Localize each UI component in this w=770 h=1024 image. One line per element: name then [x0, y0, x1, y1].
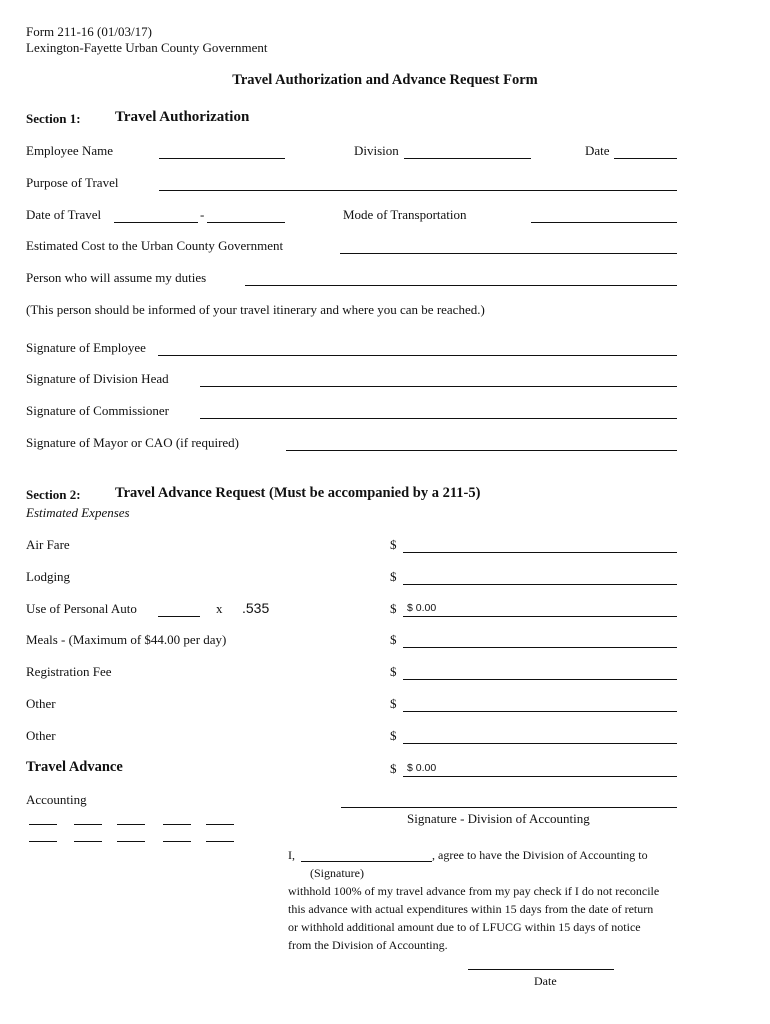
employee-name-field[interactable] — [159, 141, 285, 159]
accounting-code-blank[interactable] — [74, 841, 102, 842]
accounting-code-blank[interactable] — [163, 841, 191, 842]
other-2-currency: $ — [390, 728, 397, 743]
sig-commissioner-label: Signature of Commissioner — [26, 403, 169, 418]
sig-division-head-label: Signature of Division Head — [26, 371, 169, 386]
airfare-currency: $ — [390, 537, 397, 552]
other-2-field[interactable] — [403, 726, 677, 744]
duties-label: Person who will assume my duties — [26, 270, 207, 285]
accounting-code-blank[interactable] — [117, 841, 145, 842]
date-field[interactable] — [614, 141, 677, 159]
other-1-field[interactable] — [403, 694, 677, 712]
date-of-travel-label: Date of Travel — [26, 207, 102, 222]
accounting-code-blank[interactable] — [29, 824, 57, 825]
lodging-currency: $ — [390, 569, 397, 584]
date-label: Date — [585, 143, 610, 158]
sig-commissioner-field[interactable] — [200, 401, 677, 419]
section1-heading: Travel Authorization — [115, 109, 250, 125]
other-2-label: Other — [26, 728, 56, 743]
personal-auto-miles-field[interactable] — [158, 599, 200, 617]
agreement-signature-field[interactable] — [301, 844, 432, 862]
registration-fee-field[interactable] — [403, 662, 677, 680]
agreement-line-1: withhold 100% of my travel advance from my pay check if I do not reconcile — [288, 884, 660, 898]
mode-label: Mode of Transportation — [343, 207, 467, 222]
date-range-dash: - — [200, 207, 205, 222]
accounting-code-blank[interactable] — [163, 824, 191, 825]
agreement-line-3: or withhold additional amount due to of LFUCG within 15 days of notice — [288, 920, 641, 934]
accounting-code-blank[interactable] — [206, 824, 234, 825]
purpose-field[interactable] — [159, 173, 677, 191]
accounting-code-blank[interactable] — [29, 841, 57, 842]
section2-heading: Travel Advance Request (Must be accompanied by a 211-5) — [115, 485, 481, 501]
sig-mayor-label: Signature of Mayor or CAO (if required) — [26, 435, 239, 450]
airfare-field[interactable] — [403, 535, 677, 553]
other-1-currency: $ — [390, 696, 397, 711]
division-label: Division — [354, 143, 399, 158]
sig-accounting-field[interactable] — [341, 790, 677, 808]
agreement-date-field[interactable] — [468, 952, 614, 970]
sig-employee-label: Signature of Employee — [26, 340, 146, 355]
agreement-date-label: Date — [534, 974, 557, 988]
travel-advance-amount-line — [403, 776, 677, 777]
accounting-code-blank[interactable] — [74, 824, 102, 825]
mode-field[interactable] — [531, 205, 677, 223]
accounting-label: Accounting — [26, 792, 87, 807]
meals-field[interactable] — [403, 630, 677, 648]
travel-advance-currency: $ — [390, 761, 397, 776]
registration-fee-currency: $ — [390, 664, 397, 679]
accounting-code-blank[interactable] — [206, 841, 234, 842]
accounting-code-blank[interactable] — [117, 824, 145, 825]
personal-auto-currency: $ — [390, 601, 397, 616]
cost-label: Estimated Cost to the Urban County Government — [26, 238, 284, 253]
personal-auto-amount: $ 0.00 — [407, 602, 437, 614]
duties-field[interactable] — [245, 268, 677, 286]
sig-division-head-field[interactable] — [200, 369, 677, 387]
lodging-field[interactable] — [403, 567, 677, 585]
itinerary-note: (This person should be informed of your travel itinerary and where you can be reached.) — [26, 302, 485, 317]
agreement-line-4: from the Division of Accounting. — [288, 938, 448, 952]
section1-label: Section 1: — [26, 111, 81, 126]
agreement-suffix: , agree to have the Division of Accounting to — [432, 848, 648, 862]
personal-auto-label: Use of Personal Auto — [26, 601, 137, 616]
date-of-travel-start-field[interactable] — [114, 205, 198, 223]
cost-field[interactable] — [340, 236, 677, 254]
estimated-expenses-subheading: Estimated Expenses — [26, 505, 130, 520]
sig-mayor-field[interactable] — [286, 433, 677, 451]
purpose-label: Purpose of Travel — [26, 175, 119, 190]
personal-auto-amount-line — [403, 616, 677, 617]
agreement-line-2: this advance with actual expenditures within 15 days from the date of return — [288, 902, 654, 916]
agreement-prefix: I, — [288, 848, 295, 862]
agreement-signature-caption: (Signature) — [310, 866, 364, 880]
section2-label: Section 2: — [26, 487, 81, 502]
lodging-label: Lodging — [26, 569, 71, 584]
other-1-label: Other — [26, 696, 56, 711]
form-number: Form 211-16 (01/03/17) — [26, 24, 152, 39]
division-field[interactable] — [404, 141, 531, 159]
form-title: Travel Authorization and Advance Request Form — [232, 72, 538, 88]
multiply-sign: x — [216, 601, 223, 616]
employee-name-label: Employee Name — [26, 143, 113, 158]
registration-fee-label: Registration Fee — [26, 664, 112, 679]
mileage-rate: .535 — [242, 600, 270, 616]
organization-name: Lexington-Fayette Urban County Government — [26, 40, 268, 55]
meals-label: Meals - (Maximum of $44.00 per day) — [26, 632, 227, 647]
meals-currency: $ — [390, 632, 397, 647]
travel-advance-label: Travel Advance — [26, 759, 123, 775]
sig-accounting-caption: Signature - Division of Accounting — [407, 811, 590, 826]
sig-employee-field[interactable] — [158, 338, 677, 356]
travel-advance-amount: $ 0.00 — [407, 762, 437, 774]
airfare-label: Air Fare — [26, 537, 70, 552]
date-of-travel-end-field[interactable] — [207, 205, 285, 223]
